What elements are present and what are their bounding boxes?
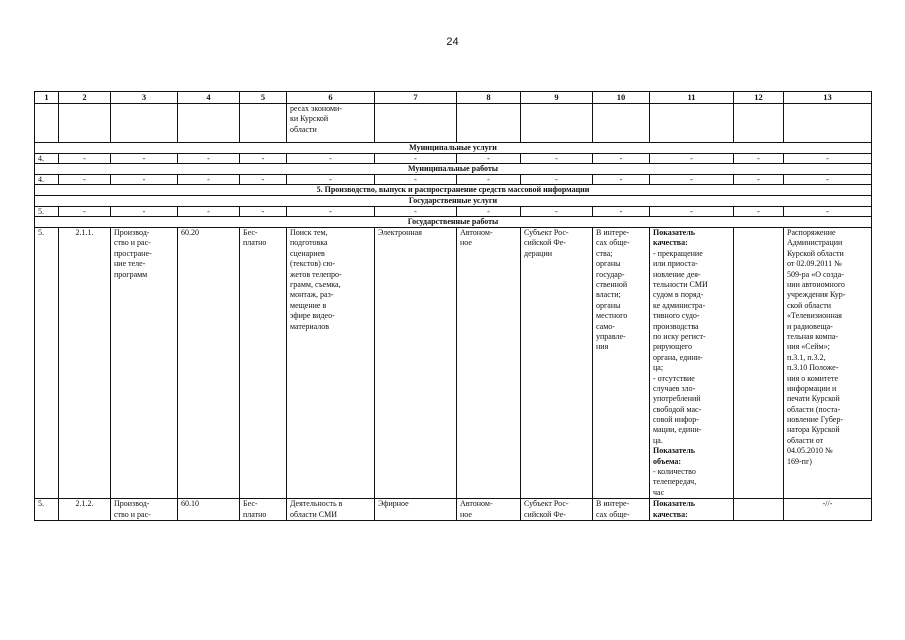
cell-col12 — [734, 228, 784, 499]
cell-line: Автоном- — [460, 499, 493, 509]
table-row-2-1-2 — [35, 499, 872, 521]
cell-line: п.3.10 Положе- — [787, 363, 839, 373]
cell-line: рирующего — [653, 342, 692, 352]
cell-col4: 60.20 — [178, 228, 240, 499]
cell-line: ке администра- — [653, 300, 706, 310]
column-header: 3 — [111, 92, 178, 104]
cell-line: Субъект Рос- — [524, 228, 569, 238]
cell-line: ное — [460, 238, 472, 248]
cell-col2: 2.1.1. — [59, 228, 111, 499]
dash-cell: - — [240, 207, 287, 217]
cell-line: ственной — [596, 280, 628, 289]
cell-line: Администрации — [787, 238, 843, 248]
dash-cell: - — [593, 175, 650, 185]
cell-line: дерации — [524, 248, 553, 258]
cell-col7: Эфирное — [375, 499, 457, 521]
cell-col2: 2.1.2. — [59, 499, 111, 521]
cell-line: печати Курской — [787, 394, 840, 404]
dash-cell: 4. — [35, 154, 59, 164]
cell-col11 — [650, 499, 734, 521]
cell-line: органы — [596, 300, 621, 310]
cell-line: тивного судо- — [653, 311, 700, 321]
dash-cell: - — [111, 154, 178, 164]
cell-line: ния «Сейм»; — [787, 342, 830, 352]
cell-col4: 60.10 — [178, 499, 240, 521]
cell-line: 169-пг) — [787, 456, 812, 466]
cell-line: платно — [243, 238, 267, 248]
column-header: 1 — [35, 92, 59, 104]
section-mun-services — [35, 143, 872, 154]
cell-line: качества: — [653, 238, 688, 248]
cell-line: судом в поряд- — [653, 290, 704, 300]
cell-line: ство и рас- — [114, 238, 151, 248]
cell-line: - прекращение — [653, 248, 703, 258]
cell-line: ное — [460, 509, 472, 519]
cell-line: сийской Фе- — [524, 509, 566, 519]
cell-line: нии автономного — [787, 280, 845, 289]
cell-line: сценариев — [290, 248, 325, 258]
cell-line: государ- — [596, 269, 625, 279]
section-gov-services — [35, 196, 872, 207]
cell-line: подготовка — [290, 238, 328, 248]
cell-line: В интере- — [596, 499, 630, 509]
page-number: 24 — [446, 36, 459, 48]
dash-cell: - — [240, 175, 287, 185]
cell-col8 — [457, 499, 521, 521]
dash-cell: - — [650, 175, 734, 185]
cell-col3 — [111, 499, 178, 521]
column-header: 11 — [650, 92, 734, 104]
services-table — [34, 91, 872, 521]
cell-line: тельности СМИ — [653, 280, 708, 289]
cell-line: Бес- — [243, 499, 258, 509]
dash-cell: - — [457, 207, 521, 217]
cell-line: сийской Фе- — [524, 238, 566, 248]
dash-cell: - — [111, 175, 178, 185]
continued-col6 — [287, 104, 375, 143]
cell-line: материалов — [290, 321, 330, 331]
cell-line: ца. — [653, 435, 663, 445]
cell-col10 — [593, 499, 650, 521]
dash-cell: - — [375, 207, 457, 217]
cell-line: Деятельность в — [290, 499, 343, 509]
cell-line: Автоном- — [460, 228, 493, 238]
dash-cell: - — [375, 175, 457, 185]
section-title: Муниципальные услуги — [35, 143, 872, 154]
dash-cell: - — [287, 175, 375, 185]
cell-line: ство и рас- — [114, 509, 151, 519]
dash-cell: - — [178, 154, 240, 164]
cell-line: программ — [114, 269, 148, 279]
dash-row — [35, 154, 872, 164]
cell-col13: -//- — [784, 499, 872, 521]
cell-line: 509-ра «О созда- — [787, 269, 844, 279]
cell-col5 — [240, 499, 287, 521]
cell-line: объема: — [653, 456, 682, 466]
cell-line: производства — [653, 321, 699, 331]
dash-cell: - — [111, 207, 178, 217]
cell-line: случаев зло- — [653, 383, 696, 393]
cell-line: простране- — [114, 248, 152, 258]
cell-line: грамм, съемка, — [290, 280, 341, 289]
cell-line: Курской области — [787, 248, 844, 258]
section-gov-works — [35, 217, 872, 228]
dash-cell: - — [457, 154, 521, 164]
cell-line: информации и — [787, 383, 837, 393]
dash-cell: - — [784, 207, 872, 217]
cell-line: ния о комитете — [787, 373, 839, 383]
cell-line: от 02.09.2011 № — [787, 259, 842, 269]
cell-line: совой инфор- — [653, 415, 699, 425]
cell-line: Бес- — [243, 228, 258, 238]
cell-line: ки Курской — [290, 114, 329, 124]
cell-line: ние теле- — [114, 259, 146, 269]
section-title: 5. Производство, выпуск и распространение средств массовой информации — [35, 185, 872, 196]
cell-col9 — [521, 499, 593, 521]
cell-col3 — [111, 228, 178, 499]
dash-cell: 4. — [35, 175, 59, 185]
cell-col12 — [734, 499, 784, 521]
dash-cell: - — [734, 207, 784, 217]
cell-line: - количество — [653, 467, 696, 477]
dash-cell: - — [593, 207, 650, 217]
cell-line: ства; — [596, 248, 613, 258]
continued-row — [35, 104, 872, 143]
cell-line: сах обще- — [596, 509, 630, 519]
cell-line: местного — [596, 311, 628, 321]
dash-cell: - — [287, 154, 375, 164]
dash-cell: - — [287, 207, 375, 217]
cell-line: В интере- — [596, 228, 630, 238]
cell-line: платно — [243, 509, 267, 519]
section-title: Муниципальные работы — [35, 164, 872, 175]
dash-cell: - — [593, 154, 650, 164]
cell-line: новление Губер- — [787, 415, 844, 425]
cell-line: новление дея- — [653, 269, 701, 279]
cell-line: жетов телепро- — [290, 269, 342, 279]
cell-line: ской области — [787, 300, 832, 310]
dash-cell: - — [59, 175, 111, 185]
cell-line: «Телевизионная — [787, 311, 842, 321]
cell-line: Показатель — [653, 499, 695, 509]
cell-line: час — [653, 487, 665, 497]
cell-line: или приоста- — [653, 259, 698, 269]
section-mun-works — [35, 164, 872, 175]
cell-line: ния — [596, 342, 609, 352]
cell-line: сах обще- — [596, 238, 630, 248]
dash-cell: - — [457, 175, 521, 185]
cell-line: само- — [596, 321, 615, 331]
column-header: 2 — [59, 92, 111, 104]
cell-line: (текстов) сю- — [290, 259, 335, 269]
cell-line: телепередач, — [653, 477, 697, 487]
dash-cell: - — [650, 154, 734, 164]
column-header: 7 — [375, 92, 457, 104]
cell-line: области — [290, 124, 317, 134]
cell-line: по иску регист- — [653, 331, 706, 341]
cell-line: учреждения Кур- — [787, 290, 846, 300]
cell-line: употреблений — [653, 394, 701, 404]
dash-cell: - — [521, 207, 593, 217]
dash-cell: 5. — [35, 207, 59, 217]
cell-line: качества: — [653, 509, 688, 519]
dash-cell: - — [375, 154, 457, 164]
cell-line: Показатель — [653, 446, 695, 456]
cell-line: мещение в — [290, 300, 327, 310]
cell-line: тельная компа- — [787, 331, 839, 341]
dash-row — [35, 207, 872, 217]
cell-line: управле- — [596, 331, 626, 341]
dash-cell: - — [521, 175, 593, 185]
cell-col8 — [457, 228, 521, 499]
cell-col6 — [287, 499, 375, 521]
cell-line: натора Курской — [787, 425, 840, 435]
column-header: 8 — [457, 92, 521, 104]
cell-col7: Электронная — [375, 228, 457, 499]
cell-line: мации, едини- — [653, 425, 702, 435]
cell-line: Производ- — [114, 499, 150, 509]
dash-cell: - — [784, 154, 872, 164]
dash-cell: - — [734, 154, 784, 164]
dash-cell: - — [650, 207, 734, 217]
cell-line: Субъект Рос- — [524, 499, 569, 509]
cell-line: органы — [596, 259, 621, 269]
dash-cell: - — [240, 154, 287, 164]
cell-line: 04.05.2010 № — [787, 446, 833, 456]
header-row — [35, 92, 872, 104]
dash-cell: - — [521, 154, 593, 164]
column-header: 10 — [593, 92, 650, 104]
cell-col10 — [593, 228, 650, 499]
cell-line: Распоряжение — [787, 228, 836, 238]
section-title: Государственные работы — [35, 217, 872, 228]
cell-col6 — [287, 228, 375, 499]
section-title: Государственные услуги — [35, 196, 872, 207]
cell-line: - отсутствие — [653, 373, 695, 383]
cell-line: Поиск тем, — [290, 228, 328, 238]
column-header: 9 — [521, 92, 593, 104]
dash-cell: - — [784, 175, 872, 185]
dash-cell: - — [59, 154, 111, 164]
cell-line: Производ- — [114, 228, 150, 238]
table-row-2-1-1 — [35, 228, 872, 499]
column-header: 6 — [287, 92, 375, 104]
cell-line: области СМИ — [290, 509, 337, 519]
cell-line: ресах экономи- — [290, 104, 342, 114]
cell-line: области от — [787, 435, 824, 445]
cell-line: ца; — [653, 363, 664, 373]
cell-line: и радиовеща- — [787, 321, 833, 331]
dash-cell: - — [178, 175, 240, 185]
section-5 — [35, 185, 872, 196]
cell-line: монтаж, раз- — [290, 290, 334, 300]
cell-col13 — [784, 228, 872, 499]
cell-line: органа, едини- — [653, 352, 703, 362]
cell-col1: 5. — [35, 499, 59, 521]
cell-line: области (поста- — [787, 404, 841, 414]
cell-col1: 5. — [35, 228, 59, 499]
cell-line: п.3.1, п.3.2, — [787, 352, 826, 362]
cell-line: Показатель — [653, 228, 695, 238]
column-header: 12 — [734, 92, 784, 104]
column-header: 4 — [178, 92, 240, 104]
cell-col11 — [650, 228, 734, 499]
dash-cell: - — [734, 175, 784, 185]
dash-row — [35, 175, 872, 185]
dash-cell: - — [178, 207, 240, 217]
cell-line: свободой мас- — [653, 404, 702, 414]
cell-line: власти; — [596, 290, 621, 300]
cell-col9 — [521, 228, 593, 499]
cell-col5 — [240, 228, 287, 499]
column-header: 13 — [784, 92, 872, 104]
dash-cell: - — [59, 207, 111, 217]
column-header: 5 — [240, 92, 287, 104]
cell-line: эфире видео- — [290, 311, 335, 321]
